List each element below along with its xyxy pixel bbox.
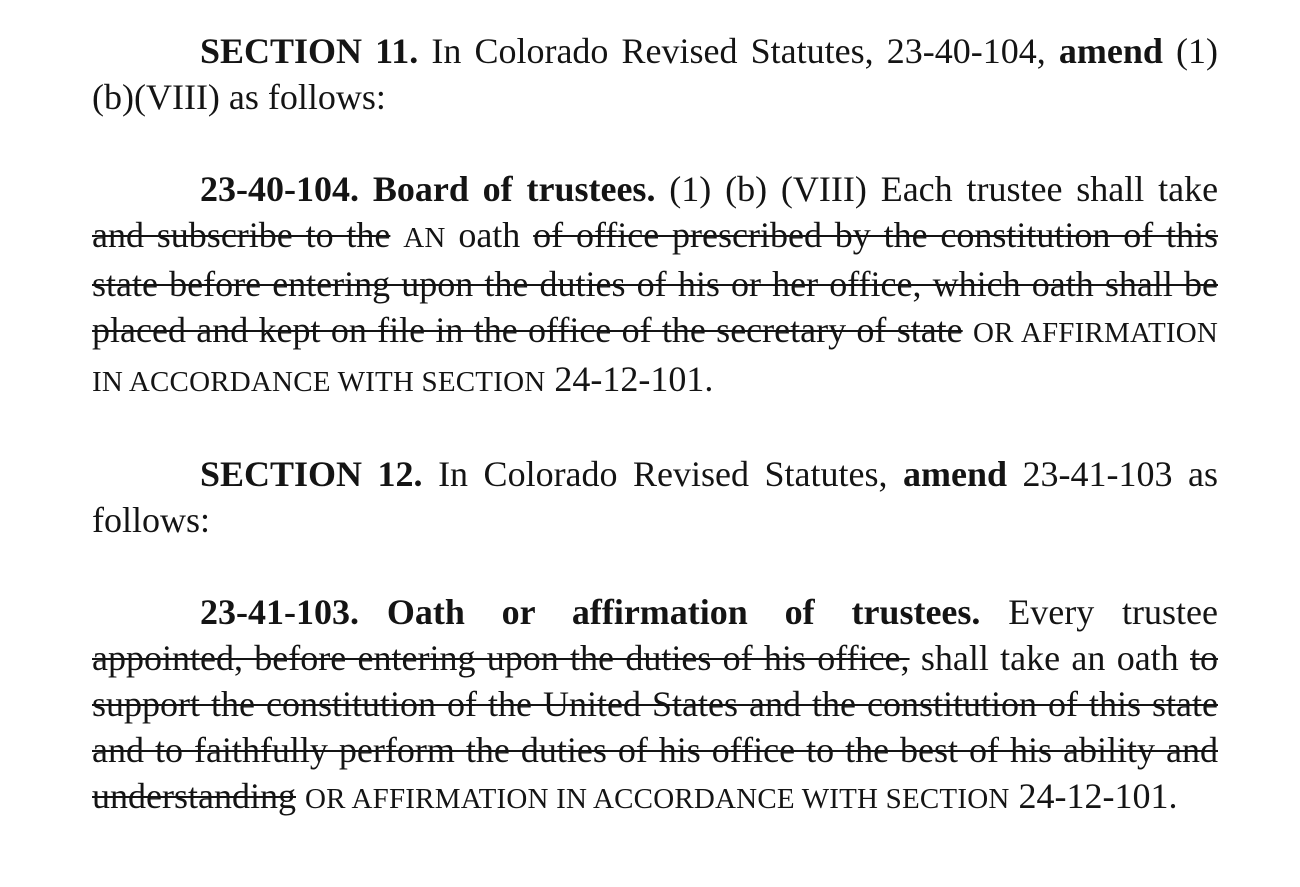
statute-23-40-104-number: 23-40-104. [200,169,359,209]
section-12-paragraph [92,451,1218,543]
statute-citation: 24-12-101. [1018,776,1178,816]
deleted-text: of office prescribed by the constitution of this state before entering upon the duties of his or her office, which oath shall be placed and kept on file in the office of the secretary of state [92,215,1219,350]
section-12-intro: In Colorado Revised Statutes, [438,454,888,494]
inserted-text: OR AFFIRMATION IN ACCORDANCE WITH SECTION [92,317,1218,398]
section-11-amend: amend [1058,31,1163,71]
section-12-heading: SECTION 12. [200,454,423,494]
inserted-text: AN [403,222,446,254]
statute-23-41-103-paragraph [92,589,1218,822]
paragraph-gap [92,120,1218,166]
statute-23-41-103-number: 23-41-103. [200,592,359,632]
section-12-amend: amend [903,454,1008,494]
statute-23-40-104-text-start: Each trustee shall take [880,169,1219,209]
deleted-text: appointed, before entering upon the duties of his office, [92,638,910,678]
inserted-text: OR AFFIRMATION IN ACCORDANCE WITH SECTION [304,783,1010,815]
statute-23-40-104-paragraph [92,166,1218,405]
statute-23-41-103-text-start: Every trustee [1008,592,1219,632]
statute-23-40-104-title: Board of trustees. [372,169,656,209]
statute-citation: 24-12-101. [554,359,714,399]
statute-document [92,28,1218,822]
statute-23-41-103-title: Oath or affirmation of trustees. [386,592,981,632]
deleted-text: and subscribe to the [92,215,391,255]
section-11-target: (1)(b)(VIII) as follows: [92,31,1218,117]
statute-23-41-103-text-mid: shall take an oath [920,638,1179,678]
section-11-intro: In Colorado Revised Statutes, 23-40-104, [431,31,1046,71]
statute-23-40-104-subsections: (1) (b) (VIII) [669,169,867,209]
section-12-target: 23-41-103 as follows: [92,454,1218,540]
paragraph-gap [92,405,1218,451]
section-11-heading: SECTION 11. [200,31,419,71]
statute-23-40-104-text-mid: oath [458,215,521,255]
paragraph-gap [92,543,1218,589]
section-11-paragraph [92,28,1218,120]
deleted-text: to support the constitution of the United States and the constitution of this state and to faithfully perform the duties of his office to the best of his ability and understanding [92,638,1219,816]
